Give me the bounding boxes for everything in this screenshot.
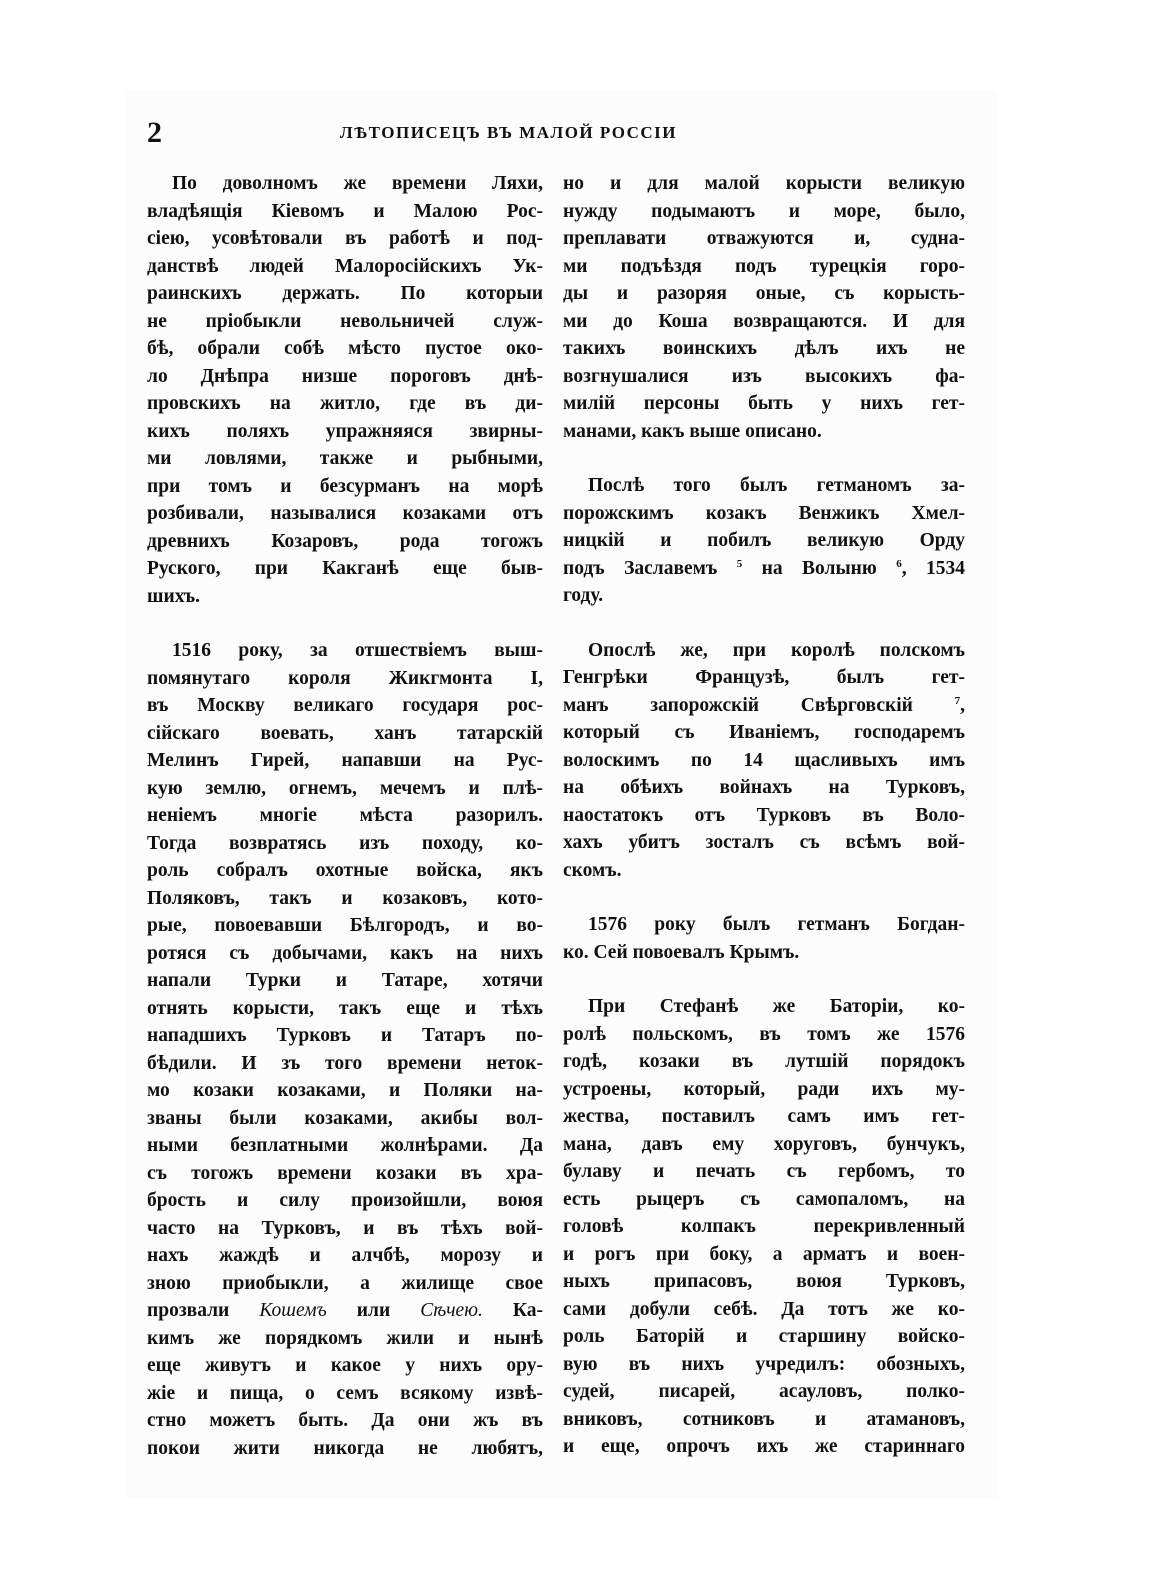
text-line-footnote [563, 692, 965, 720]
text-run: подъ Заславемъ [563, 557, 737, 579]
text-line: неніемъ многіе мѣста разорилъ. [147, 805, 543, 826]
text-line: и рогъ при боку, а арматъ и воен- [563, 1243, 965, 1265]
paragraph-stefan-batory [563, 993, 965, 1461]
text-line: годѣ, козаки въ лутшій порядокъ [563, 1051, 965, 1072]
text-line: бѣдили. И зъ того времени неток- [147, 1052, 543, 1074]
paragraph-1576-bogdanko [563, 911, 965, 966]
text-line: сіею, усовѣтовали въ работѣ и под- [147, 228, 543, 249]
text-line: преплавати отважуются и, судна- [563, 228, 965, 249]
footnote-marker-5[interactable]: 5 [736, 557, 743, 570]
text-line: рые, повоевавши Бѣлгородъ, и во- [147, 915, 543, 936]
text-line: съ тогожъ времени козаки въ хра- [147, 1162, 543, 1184]
text-line: который съ Иваніемъ, господаремъ [563, 722, 965, 743]
text-line: роль собралъ охотные войска, якъ [147, 860, 543, 881]
text-line: Опослѣ же, при королѣ полскомъ [588, 639, 965, 661]
text-line: бѣ, обрали собѣ мѣсто пустое око- [147, 338, 543, 359]
text-line: стно можетъ быть. Да они жъ въ [147, 1410, 543, 1431]
text-line: манами, какъ выше описано. [563, 420, 822, 442]
text-line: шихъ. [147, 585, 200, 607]
text-line: ными безплатными жолнѣрами. Да [147, 1135, 543, 1156]
text-line: порожскимъ козакъ Венжикъ Хмел- [563, 502, 965, 524]
text-line: ко. Сей повоевалъ Крымъ. [563, 941, 800, 963]
text-line: при томъ и безсурманъ на морѣ [147, 475, 543, 497]
text-line: но и для малой корысти великую [563, 173, 965, 194]
paragraph-1516 [147, 637, 543, 1462]
footnote-marker-7[interactable]: 7 [954, 694, 961, 707]
text-line: древнихъ Козаровъ, рода тогожъ [147, 530, 543, 552]
text-line: скомъ. [563, 859, 622, 881]
text-line: ды и разоряя оные, съ корысть- [563, 283, 965, 304]
running-head: ЛѢТОПИСЕЦЪ ВЪ МАЛОЙ РОССІИ [340, 123, 678, 142]
text-line: жества, поставилъ самъ имъ гет- [563, 1106, 965, 1127]
text-line: кую землю, огнемъ, мечемъ и плѣ- [147, 777, 543, 799]
text-line: Мелинъ Гирей, напавши на Рус- [147, 750, 543, 771]
text-line: покои жити никогда не любятъ, [147, 1437, 543, 1459]
text-run: на Волыню [742, 557, 897, 579]
text-line: Поляковъ, такъ и козаковъ, кото- [147, 887, 543, 909]
text-line: зною приобыкли, а жилище свое [147, 1272, 543, 1294]
italic-term-koshem: Кошемъ [259, 1300, 327, 1321]
text-run: или [326, 1300, 421, 1321]
text-line: году. [563, 585, 604, 606]
text-line: ми до Коша возвращаются. И для [563, 310, 965, 332]
text-line: Генгрѣки Французѣ, былъ гет- [563, 667, 965, 688]
text-line: и еще, опрочъ ихъ же стариннаго [563, 1436, 965, 1457]
text-run: прозвали [147, 1300, 260, 1321]
text-line: кихъ поляхъ упражняяся звирны- [147, 420, 543, 442]
paragraph-svergovsky [563, 637, 965, 885]
paragraph-continuation [563, 170, 965, 445]
text-line: часто на Турковъ, и въ тѣхъ вой- [147, 1217, 543, 1239]
text-line: не пріобыкли невольничей служ- [147, 310, 543, 332]
text-run: манъ запорожскій Свѣрговскій [563, 694, 955, 716]
text-line: кимъ же порядкомъ жили и нынѣ [147, 1327, 543, 1349]
text-line: нахъ жаждѣ и алчбѣ, морозу и [147, 1245, 543, 1266]
right-column [563, 170, 965, 1488]
text-line: 1516 року, за отшествіемъ выш- [172, 640, 543, 661]
text-line: такихъ воинскихъ дѣлъ ихъ не [563, 338, 965, 359]
text-line: хахъ убитъ зосталъ съ всѣмъ вой- [563, 832, 965, 853]
text-line: По доволномъ же времени Ляхи, [172, 173, 543, 194]
text-line: ми ловлями, также и рыбными, [147, 448, 543, 469]
text-line: головѣ колпакъ перекривленный [563, 1216, 965, 1237]
paragraph-lyakhi [147, 170, 543, 610]
text-run: , 1534 [901, 557, 965, 579]
text-line: судей, писарей, асауловъ, полко- [563, 1381, 965, 1402]
text-line: При Стефанѣ же Баторіи, ко- [588, 996, 965, 1017]
text-line: въ Москву великаго государя рос- [147, 695, 543, 716]
text-line: на обѣихъ войнахъ на Турковъ, [563, 777, 965, 798]
text-line: Руского, при Какганѣ еще быв- [147, 558, 543, 579]
text-line-koshem [147, 1297, 543, 1325]
text-line: есть рыцеръ съ самопаломъ, на [563, 1188, 965, 1210]
text-line: вниковъ, сотниковъ и атамановъ, [563, 1408, 965, 1430]
text-line: ролѣ польскомъ, въ томъ же 1576 [563, 1023, 965, 1045]
text-line: нужду подымаютъ и море, было, [563, 200, 965, 222]
left-column [147, 170, 543, 1489]
text-line: Тогда возвратясь изъ походу, ко- [147, 832, 543, 854]
text-line: волоскимъ по 14 щасливыхъ имъ [563, 749, 965, 771]
text-line: брость и силу произойшли, воюя [147, 1190, 543, 1211]
text-line: розбивали, называлися козаками отъ [147, 503, 543, 524]
text-line: ротяся съ добычами, какъ на нихъ [147, 942, 543, 964]
text-line: данствѣ людей Малоросійскихъ Ук- [147, 255, 543, 277]
text-line: напали Турки и Татаре, хотячи [147, 970, 543, 991]
text-line: роль Баторій и старшину войско- [563, 1326, 965, 1347]
text-line: 1576 року былъ гетманъ Богдан- [588, 914, 965, 935]
text-line: провскихъ на житло, где въ ди- [147, 393, 543, 414]
text-line: Послѣ того былъ гетманомъ за- [588, 475, 965, 496]
text-line: жіе и пища, о семъ всякому извѣ- [147, 1382, 543, 1404]
text-line-footnotes [563, 555, 965, 583]
text-line: владѣящія Кіевомъ и Малою Рос- [147, 200, 543, 222]
text-line: сійскаго воевать, ханъ татарскій [147, 722, 543, 744]
text-line: наостатокъ отъ Турковъ въ Воло- [563, 804, 965, 826]
text-line: ло Днѣпра низше пороговъ днѣ- [147, 365, 543, 387]
text-line: ми подъѣздя подъ турецкія горо- [563, 255, 965, 277]
text-line: вую въ нихъ учредилъ: обозныхъ, [563, 1353, 965, 1375]
text-line: возгнушалися изъ высокихъ фа- [563, 365, 965, 387]
text-line: сами добули себѣ. Да тотъ же ко- [563, 1298, 965, 1320]
text-line: званы были козаками, акибы вол- [147, 1107, 543, 1129]
text-line: ныхъ припасовъ, воюя Турковъ, [563, 1271, 965, 1292]
text-line: булаву и печать съ гербомъ, то [563, 1161, 965, 1182]
text-line: нападшихъ Турковъ и Татаръ по- [147, 1025, 543, 1046]
text-run: Ка- [482, 1300, 543, 1321]
italic-term-sich: Сѣчею. [420, 1300, 483, 1321]
text-line: милій персоны быть у нихъ гет- [563, 393, 965, 414]
text-line: еще живутъ и какое у нихъ ору- [147, 1355, 543, 1376]
text-line: мана, давъ ему хоруговъ, бунчукъ, [563, 1133, 965, 1155]
text-line: ницкій и побилъ великую Орду [563, 530, 965, 551]
text-line: мо козаки козаками, и Поляки на- [147, 1080, 543, 1101]
text-line: устроены, который, ради ихъ му- [563, 1078, 965, 1100]
text-line: помянутаго короля Жикгмонта I, [147, 667, 543, 689]
text-run: , [960, 694, 965, 716]
paragraph-venzhik [563, 472, 965, 610]
page-number: 2 [147, 116, 162, 149]
text-line: раинскихъ держать. По которыи [147, 283, 543, 304]
text-line: отнять корысти, такъ еще и тѣхъ [147, 997, 543, 1019]
footnote-marker-6[interactable]: 6 [896, 557, 902, 570]
